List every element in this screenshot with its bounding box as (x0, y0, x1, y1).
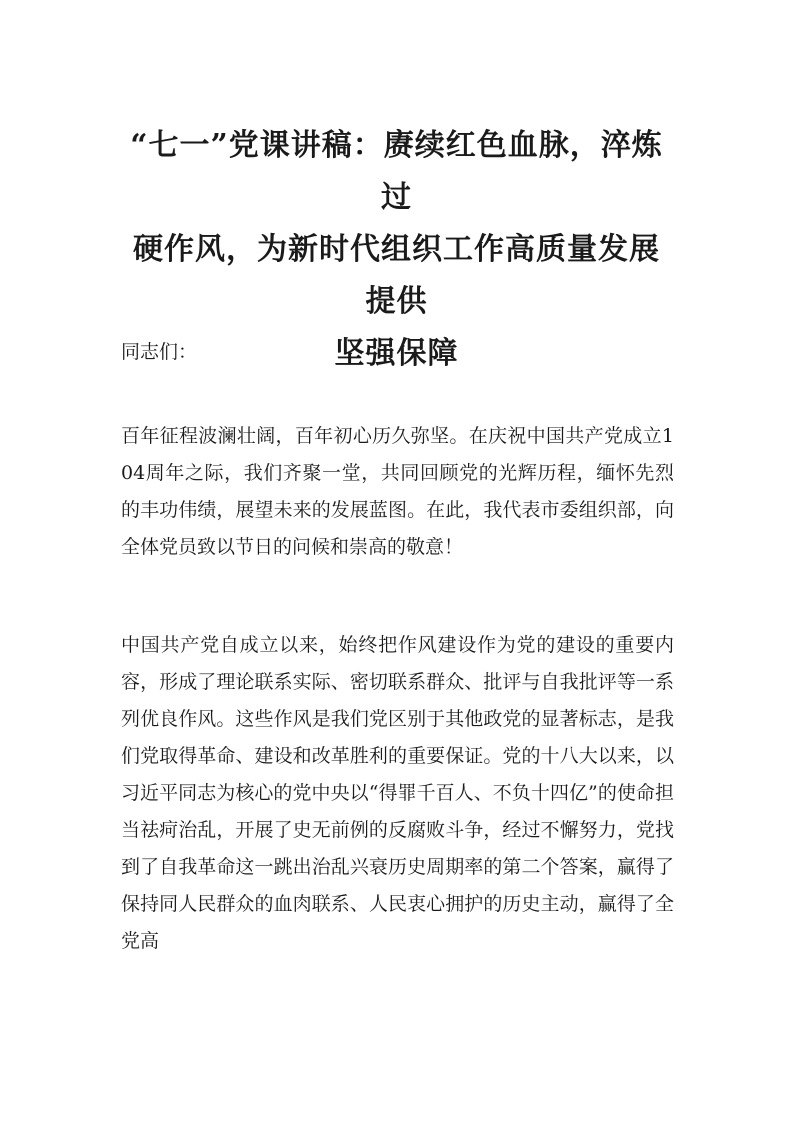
salutation: 同志们： (121, 341, 198, 363)
title-line-1: “七一”党课讲稿：赓续红色血脉，淬炼过 (130, 128, 663, 215)
title-line-3: 坚强保障 (334, 336, 459, 371)
title-line-2: 硬作风，为新时代组织工作高质量发展提供 (133, 232, 660, 319)
paragraph-1: 百年征程波澜壮阔，百年初心历久弥坚。在庆祝中国共产党成立104周年之际，我们齐聚一堂，共同回顾党的光辉历程，缅怀先烈的丰功伟绩，展望未来的发展蓝图。在此，我代表市委组织部，向全体党员致以节日的问候和崇高的敬意！ (121, 425, 674, 558)
paragraph-2: 中国共产党自成立以来，始终把作风建设作为党的建设的重要内容，形成了理论联系实际、密切联系群众、批评与自我批评等一系列优良作风。这些作风是我们党区别于其他政党的显著标志，是我们党取得革命、建设和改革胜利的重要保证。党的十八大以来，以习近平同志为核心的党中央以“得罪千百人、不负十四亿”的使命担当祛疴治乱，开展了史无前例的反腐败斗争，经过不懈努力，党找到了自我革命这一跳出治乱兴衰历史周期率的第二个答案，赢得了保持同人民群众的血肉联系、人民衷心拥护的历史主动，赢得了全党高 (121, 634, 674, 952)
